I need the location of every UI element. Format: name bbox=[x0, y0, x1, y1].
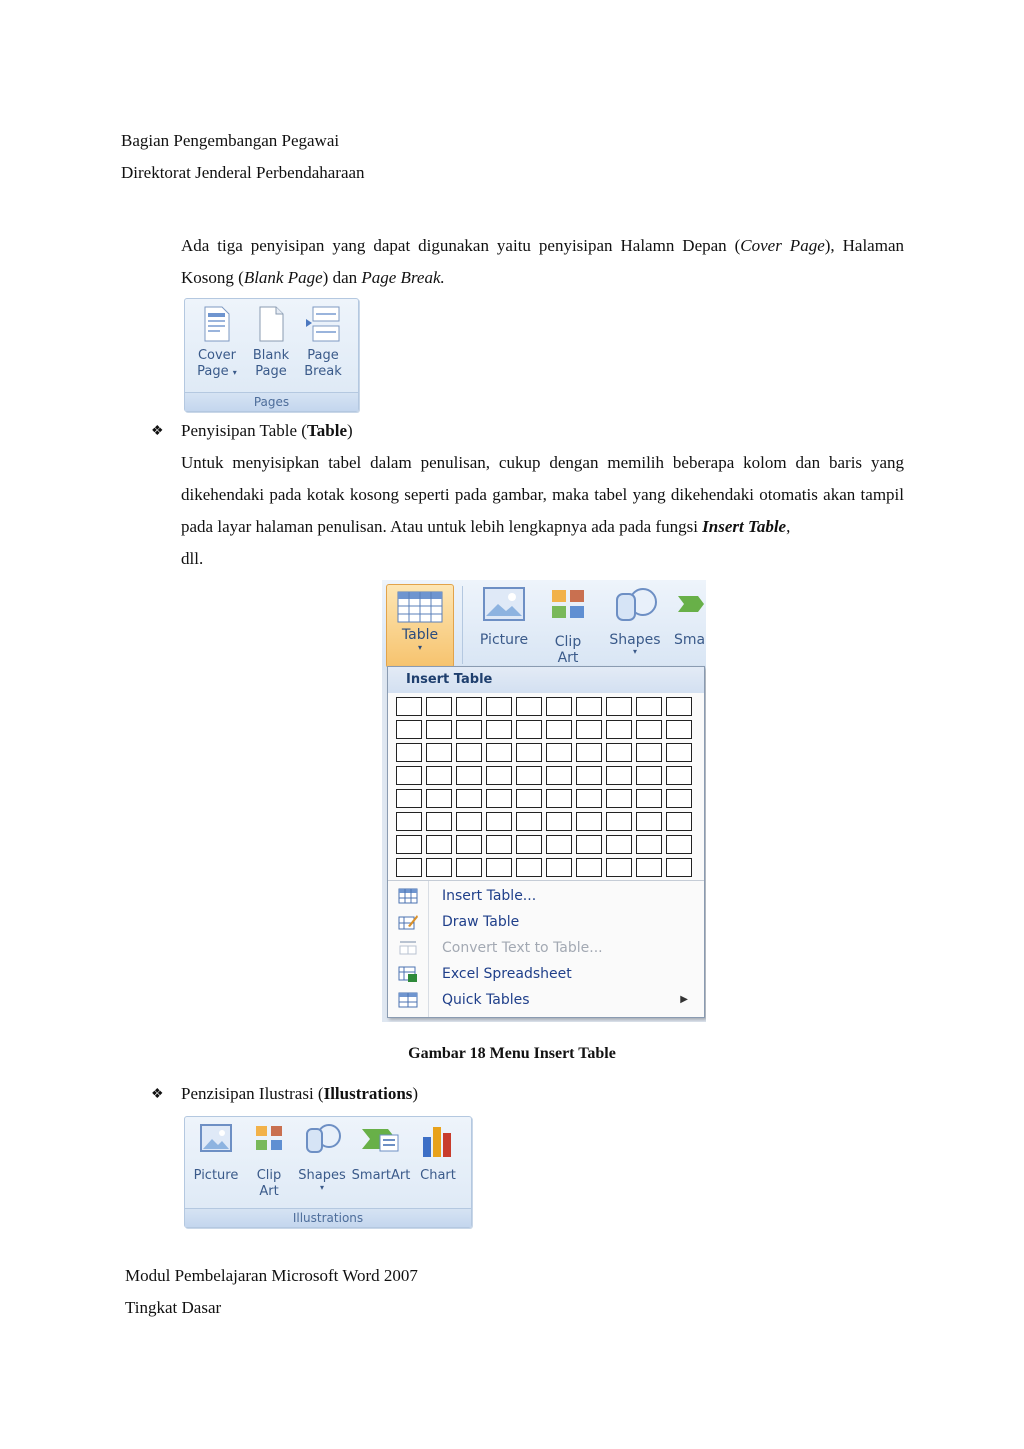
table-grid-cell[interactable] bbox=[636, 720, 662, 739]
table-grid-cell[interactable] bbox=[636, 697, 662, 716]
quick-tables-icon bbox=[398, 992, 418, 1008]
table-grid-cell[interactable] bbox=[516, 697, 542, 716]
menu-item-draw-table[interactable] bbox=[388, 909, 704, 935]
table-grid-cell[interactable] bbox=[546, 858, 572, 877]
clip-art-label-1: Clip bbox=[554, 634, 582, 650]
submenu-arrow-icon: ▶ bbox=[680, 994, 688, 1005]
blank-page-icon bbox=[256, 305, 286, 343]
table-grid-cell[interactable] bbox=[606, 835, 632, 854]
table-grid-cell[interactable] bbox=[426, 697, 452, 716]
table-grid-cell[interactable] bbox=[516, 789, 542, 808]
picture-button[interactable] bbox=[191, 1123, 241, 1184]
table-grid-cell[interactable] bbox=[576, 858, 602, 877]
table-grid-cell[interactable] bbox=[516, 743, 542, 762]
chart-icon bbox=[420, 1123, 456, 1159]
table-grid-cell[interactable] bbox=[546, 812, 572, 831]
page-break-icon bbox=[304, 305, 342, 343]
cover-page-label-2: Page ▾ bbox=[197, 364, 237, 379]
clip-art-label-2: Art bbox=[557, 650, 579, 666]
clip-art-icon bbox=[548, 586, 588, 622]
table-grid-cell[interactable] bbox=[666, 789, 692, 808]
excel-spreadsheet-icon bbox=[398, 966, 418, 982]
table-grid-cell[interactable] bbox=[666, 812, 692, 831]
shapes-label: Shapes bbox=[609, 632, 661, 648]
table-grid-cell[interactable] bbox=[606, 789, 632, 808]
table-grid-cell[interactable] bbox=[456, 766, 482, 785]
shapes-button[interactable] bbox=[604, 586, 666, 656]
menu-item-insert-table[interactable] bbox=[388, 883, 704, 909]
smartart-icon bbox=[674, 586, 706, 624]
smartart-button[interactable] bbox=[351, 1123, 411, 1184]
intro-paragraph bbox=[181, 230, 904, 294]
table-grid-cell[interactable] bbox=[516, 835, 542, 854]
draw-table-icon bbox=[398, 914, 418, 930]
table-grid-cell[interactable] bbox=[486, 743, 512, 762]
table-grid-cell[interactable] bbox=[396, 743, 422, 762]
table-grid-cell[interactable] bbox=[456, 743, 482, 762]
shapes-dropdown-arrow-icon: ▾ bbox=[632, 647, 637, 656]
blank-page-label-1: Blank bbox=[252, 348, 290, 363]
table-grid-cell[interactable] bbox=[456, 789, 482, 808]
table-grid-cell[interactable] bbox=[606, 812, 632, 831]
table-grid-cell[interactable] bbox=[666, 720, 692, 739]
table-grid-cell[interactable] bbox=[636, 858, 662, 877]
menu-item-label: Quick Tables bbox=[442, 992, 530, 1008]
menu-item-excel-spreadsheet[interactable] bbox=[388, 961, 704, 987]
table-grid-cell[interactable] bbox=[606, 743, 632, 762]
intro-blank-page: Blank Page bbox=[243, 268, 323, 287]
footer-line-1: Modul Pembelajaran Microsoft Word 2007 bbox=[125, 1266, 418, 1285]
picture-label: Picture bbox=[193, 1168, 239, 1183]
menu-separator bbox=[388, 880, 704, 881]
table-grid-cell[interactable] bbox=[546, 720, 572, 739]
table-grid-cell[interactable] bbox=[396, 858, 422, 877]
table-grid-cell[interactable] bbox=[636, 789, 662, 808]
clip-art-icon bbox=[253, 1123, 285, 1153]
table-grid-cell[interactable] bbox=[576, 835, 602, 854]
table-grid-cell[interactable] bbox=[576, 720, 602, 739]
table-grid-cell[interactable] bbox=[396, 697, 422, 716]
table-icon bbox=[397, 591, 443, 623]
pages-group-caption: Pages bbox=[185, 392, 358, 411]
table-grid-cell[interactable] bbox=[546, 766, 572, 785]
table-grid-cell[interactable] bbox=[666, 858, 692, 877]
insert-table-icon bbox=[398, 888, 418, 904]
table-grid-cell[interactable] bbox=[666, 743, 692, 762]
page-break-label-2: Break bbox=[304, 364, 342, 379]
picture-button[interactable] bbox=[472, 586, 536, 648]
table-grid-cell[interactable] bbox=[606, 720, 632, 739]
table-grid-cell[interactable] bbox=[456, 835, 482, 854]
diamond-bullet-icon: ❖ bbox=[151, 424, 164, 439]
menu-item-label: Insert Table... bbox=[442, 888, 537, 904]
table-grid-cell[interactable] bbox=[546, 743, 572, 762]
insert-table-menu-title: Insert Table bbox=[388, 667, 704, 693]
picture-icon bbox=[199, 1123, 233, 1153]
illustrations-group-caption: Illustrations bbox=[185, 1208, 471, 1227]
table-grid-cell[interactable] bbox=[486, 835, 512, 854]
picture-icon bbox=[482, 586, 526, 622]
cover-page-button[interactable] bbox=[191, 305, 243, 381]
table-grid-cell[interactable] bbox=[516, 720, 542, 739]
table-grid-cell[interactable] bbox=[456, 697, 482, 716]
intro-text: Ada tiga penyisipan yang dapat digunakan yaitu penyisipan Halamn Depan ( bbox=[181, 236, 741, 255]
table-grid-cell[interactable] bbox=[486, 789, 512, 808]
table-grid-cell[interactable] bbox=[606, 697, 632, 716]
table-grid-cell[interactable] bbox=[486, 697, 512, 716]
shapes-dropdown-arrow-icon: ▾ bbox=[319, 1183, 324, 1192]
table-grid-cell[interactable] bbox=[606, 766, 632, 785]
section-illustrations-heading: Penzisipan Ilustrasi (Illustrations) bbox=[181, 1084, 419, 1103]
table-grid-cell[interactable] bbox=[426, 835, 452, 854]
table-grid-cell[interactable] bbox=[636, 835, 662, 854]
table-grid-cell[interactable] bbox=[486, 812, 512, 831]
table-grid-cell[interactable] bbox=[486, 858, 512, 877]
menu-item-label: Excel Spreadsheet bbox=[442, 966, 572, 982]
table-grid-cell[interactable] bbox=[606, 858, 632, 877]
table-grid-cell[interactable] bbox=[426, 789, 452, 808]
smartart-label: SmartArt bbox=[351, 1168, 411, 1183]
diamond-bullet-icon: ❖ bbox=[151, 1087, 164, 1102]
table-grid-cell[interactable] bbox=[666, 835, 692, 854]
shapes-label: Shapes bbox=[298, 1168, 346, 1183]
table-grid-cell[interactable] bbox=[426, 812, 452, 831]
blank-page-label-2: Page bbox=[255, 364, 287, 379]
shapes-icon bbox=[302, 1123, 342, 1155]
shapes-icon bbox=[611, 586, 659, 624]
clip-art-button[interactable] bbox=[540, 586, 596, 666]
table-grid-cell[interactable] bbox=[456, 812, 482, 831]
illustrations-ribbon-group bbox=[184, 1116, 472, 1228]
table-grid-cell[interactable] bbox=[546, 835, 572, 854]
table-grid-cell[interactable] bbox=[576, 812, 602, 831]
table-grid-cell[interactable] bbox=[576, 789, 602, 808]
table-grid-cell[interactable] bbox=[486, 720, 512, 739]
smartart-button[interactable] bbox=[674, 586, 706, 648]
table-grid-cell[interactable] bbox=[636, 766, 662, 785]
table-size-grid[interactable] bbox=[396, 697, 692, 877]
table-grid-cell[interactable] bbox=[426, 720, 452, 739]
table-grid-cell[interactable] bbox=[576, 697, 602, 716]
intro-cover-page: Cover Page bbox=[740, 236, 825, 255]
insert-table-figure bbox=[382, 580, 706, 1022]
smartart-label: Sma bbox=[674, 632, 706, 648]
menu-item-convert-text-to-table[interactable] bbox=[388, 935, 704, 961]
table-grid-cell[interactable] bbox=[396, 720, 422, 739]
table-grid-cell[interactable] bbox=[396, 835, 422, 854]
table-grid-cell[interactable] bbox=[396, 766, 422, 785]
picture-label: Picture bbox=[479, 632, 529, 648]
table-grid-cell[interactable] bbox=[516, 766, 542, 785]
smartart-icon bbox=[360, 1123, 402, 1155]
section-table-body: Untuk menyisipkan tabel dalam penulisan, cukup dengan memilih beberapa kolom dan baris yang dikehendaki pada kotak kosong seperti pada gambar, maka tabel yang dikehendaki otomatis akan tampil pada layar halaman penulisan. Atau untuk lebih lengkapnya ada pada fungsi Insert Table, bbox=[181, 453, 904, 536]
table-grid-cell[interactable] bbox=[546, 789, 572, 808]
footer-line-2: Tingkat Dasar bbox=[125, 1298, 222, 1317]
table-dropdown-arrow-icon: ▾ bbox=[417, 643, 422, 652]
table-grid-cell[interactable] bbox=[426, 743, 452, 762]
table-grid-cell[interactable] bbox=[516, 812, 542, 831]
clip-art-button[interactable] bbox=[245, 1123, 293, 1200]
section-table-heading: Penyisipan Table (Table) bbox=[181, 421, 353, 440]
cover-page-icon bbox=[202, 305, 232, 343]
menu-item-quick-tables[interactable] bbox=[388, 987, 704, 1013]
table-grid-cell[interactable] bbox=[456, 720, 482, 739]
table-button-label: Table bbox=[401, 627, 439, 643]
table-grid-cell[interactable] bbox=[636, 743, 662, 762]
table-grid-cell[interactable] bbox=[516, 858, 542, 877]
table-grid-cell[interactable] bbox=[396, 789, 422, 808]
table-grid-cell[interactable] bbox=[636, 812, 662, 831]
convert-text-icon bbox=[398, 940, 418, 956]
table-grid-cell[interactable] bbox=[456, 858, 482, 877]
table-grid-cell[interactable] bbox=[396, 812, 422, 831]
clip-art-label-2: Art bbox=[259, 1184, 279, 1199]
table-grid-cell[interactable] bbox=[546, 697, 572, 716]
pages-ribbon-group bbox=[184, 298, 359, 412]
chart-button[interactable] bbox=[413, 1123, 463, 1184]
figure-caption: Gambar 18 Menu Insert Table bbox=[408, 1045, 616, 1062]
intro-text: ) dan bbox=[322, 268, 362, 287]
intro-text: ), Halaman Kosong ( bbox=[181, 236, 904, 287]
table-grid-cell[interactable] bbox=[576, 743, 602, 762]
section-table-body-end: dll. bbox=[181, 549, 204, 568]
table-grid-cell[interactable] bbox=[666, 766, 692, 785]
insert-table-menu bbox=[387, 666, 705, 1018]
menu-item-label: Draw Table bbox=[442, 914, 520, 930]
header-line-2: Direktorat Jenderal Perbendaharaan bbox=[121, 163, 365, 182]
page-break-label-1: Page bbox=[307, 348, 339, 363]
page-break-button[interactable] bbox=[297, 305, 349, 380]
table-button[interactable] bbox=[386, 584, 454, 668]
blank-page-button[interactable] bbox=[245, 305, 297, 380]
shapes-button[interactable] bbox=[295, 1123, 349, 1192]
table-grid-cell[interactable] bbox=[666, 697, 692, 716]
clip-art-label-1: Clip bbox=[256, 1168, 282, 1183]
table-grid-cell[interactable] bbox=[486, 766, 512, 785]
table-grid-cell[interactable] bbox=[576, 766, 602, 785]
table-grid-cell[interactable] bbox=[426, 858, 452, 877]
intro-page-break: Page Break. bbox=[361, 268, 445, 287]
cover-page-label-1: Cover bbox=[197, 348, 237, 363]
chart-label: Chart bbox=[420, 1168, 456, 1183]
menu-item-label: Convert Text to Table... bbox=[442, 940, 603, 956]
header-line-1: Bagian Pengembangan Pegawai bbox=[121, 131, 340, 150]
table-grid-cell[interactable] bbox=[426, 766, 452, 785]
